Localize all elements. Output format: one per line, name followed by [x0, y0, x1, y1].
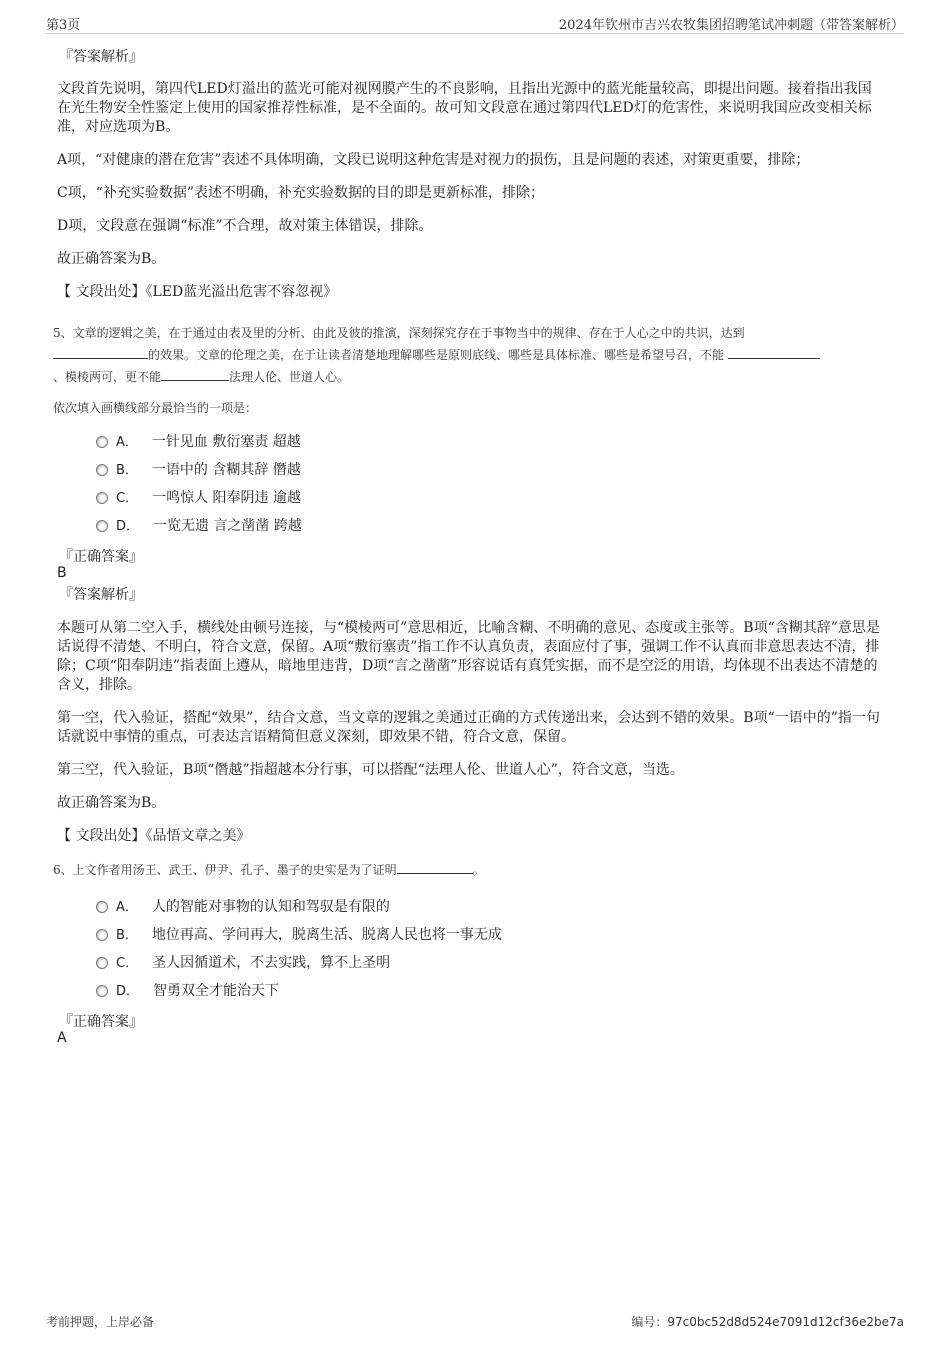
page-number: 第3页	[46, 18, 81, 33]
option-c[interactable]: C． 一鸣惊人 阳奉阴违 逾越	[96, 484, 302, 512]
radio-icon[interactable]	[96, 929, 108, 941]
document-code: 编号：97c0bc52d8d524e7091d12cf36e2be7a	[631, 1315, 904, 1329]
q6-options	[96, 893, 502, 1005]
q4-analysis	[57, 48, 883, 302]
correct-answer: A	[57, 1030, 67, 1046]
analysis-paragraph: D项，文段意在强调“标准”不合理，故对策主体错误，排除。	[57, 218, 433, 234]
option-b[interactable]: B． 一语中的 含糊其辞 僭越	[96, 456, 302, 484]
radio-icon[interactable]	[96, 492, 108, 504]
option-a[interactable]: A． 人的智能对事物的认知和驾驭是有限的	[96, 893, 502, 921]
radio-icon[interactable]	[96, 436, 108, 448]
fill-blank	[728, 344, 820, 359]
q6-stem: 6、上文作者用汤王、武王、伊尹、孔子、墨子的史实是为了证明 。	[53, 859, 891, 881]
analysis-label: 『答案解析』	[59, 587, 143, 603]
q5-analysis	[57, 586, 883, 846]
q5-stem: 5、文章的逻辑之美，在于通过由表及里的分析、由此及彼的推演，深刻探究存在于事物当中的规律、存在于人心之中的共识，达到 的效果。文章的伦理之美，在于让读者清楚地理解哪些是原则底线、哪些是具体标准、哪些是希望号召，不能 、模棱两可，更不能 法理人伦、世道人心。	[53, 322, 891, 388]
page-header	[46, 12, 904, 34]
radio-icon[interactable]	[96, 985, 108, 997]
q5-instruction: 依次填入画横线部分最恰当的一项是：	[53, 401, 258, 415]
option-d[interactable]: D． 一览无遗 言之凿凿 跨越	[96, 512, 302, 540]
option-c[interactable]: C． 圣人因循道术，不去实践，算不上圣明	[96, 949, 502, 977]
option-b[interactable]: B． 地位再高、学问再大，脱离生活、脱离人民也将一事无成	[96, 921, 502, 949]
analysis-paragraph: 第一空，代入验证，搭配“效果”，结合文意，当文章的逻辑之美通过正确的方式传递出来，会达到不错的效果。B项“一语中的”指一句话就说中事情的重点，可表达言语精简但意义深刻，即效果不错，符合文意，保留。	[57, 710, 880, 745]
analysis-paragraph: 本题可从第二空入手，横线处由顿号连接，与“模棱两可”意思相近，比喻含糊、不明确的意见、态度或主张等。B项“含糊其辞”意思是话说得不清楚、不明白，符合文意，保留。A项“敷衍塞责”指工作不认真负责，表面应付了事，强调工作不认真而非意思表达不清，排除；C项“阳奉阴违”指表面上遵从，暗地里违背，D项“言之凿凿”形容说话有真凭实据，而不是空泛的用语，均体现不出表达不清楚的含义，排除。	[57, 620, 880, 693]
analysis-label: 『答案解析』	[59, 49, 143, 65]
analysis-paragraph: A项，“对健康的潜在危害”表述不具体明确，文段已说明这种危害是对视力的损伤，且是问题的表述，对策更重要，排除；	[57, 152, 810, 168]
fill-blank	[53, 344, 148, 359]
source-citation: 【 文段出处】《LED蓝光溢出危害不容忽视》	[57, 284, 338, 300]
page-footer	[46, 1312, 904, 1332]
correct-answer-label: 『正确答案』	[59, 549, 143, 565]
correct-answer: B	[57, 565, 67, 581]
option-a[interactable]: A． 一针见血 敷衍塞责 超越	[96, 428, 302, 456]
analysis-paragraph: 故正确答案为B。	[57, 795, 166, 811]
radio-icon[interactable]	[96, 901, 108, 913]
radio-icon[interactable]	[96, 957, 108, 969]
document-title: 2024年钦州市吉兴农牧集团招聘笔试冲刺题（带答案解析）	[558, 18, 904, 33]
analysis-paragraph: 故正确答案为B。	[57, 251, 166, 267]
radio-icon[interactable]	[96, 520, 108, 532]
fill-blank	[161, 366, 229, 381]
q5-options	[96, 428, 302, 540]
analysis-paragraph: C项，“补充实验数据”表述不明确，补充实验数据的目的即是更新标准，排除；	[57, 185, 545, 201]
analysis-paragraph: 第三空，代入验证，B项“僭越”指超越本分行事，可以搭配“法理人伦、世道人心”，符合文意，当选。	[57, 762, 684, 778]
source-citation: 【 文段出处】《品悟文章之美》	[57, 828, 251, 844]
correct-answer-label: 『正确答案』	[59, 1014, 143, 1030]
footer-slogan: 考前押题，上岸必备	[46, 1315, 155, 1329]
analysis-paragraph: 文段首先说明，第四代LED灯溢出的蓝光可能对视网膜产生的不良影响，且指出光源中的蓝光能量较高，即提出问题。接着指出我国在光生物安全性鉴定上使用的国家推荐性标准，是不全面的。故可知文段意在通过第四代LED灯的危害性，来说明我国应改变相关标准，对应选项为B。	[57, 81, 872, 135]
fill-blank	[397, 859, 473, 874]
radio-icon[interactable]	[96, 464, 108, 476]
option-d[interactable]: D． 智勇双全才能治天下	[96, 977, 502, 1005]
